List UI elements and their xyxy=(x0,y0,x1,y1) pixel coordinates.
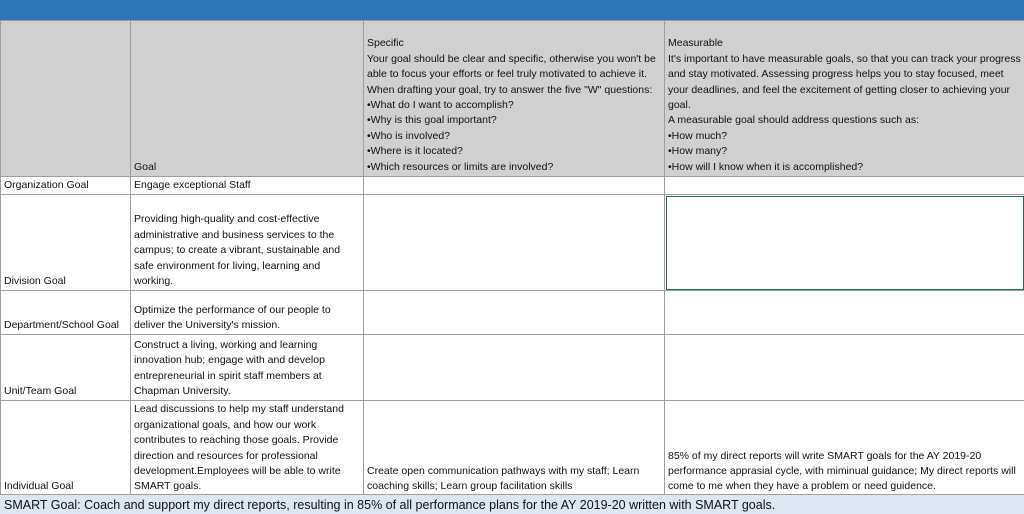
row-label-cell[interactable]: Unit/Team Goal xyxy=(1,335,131,401)
table-row xyxy=(1,335,1024,401)
table-row xyxy=(1,195,1024,291)
header-measurable-cell[interactable] xyxy=(665,21,1024,177)
measurable-cell[interactable] xyxy=(665,291,1024,335)
measurable-question: •How many? xyxy=(668,145,728,158)
goal-cell[interactable]: Optimize the performance of our people to deliver the University's mission. xyxy=(131,291,364,335)
header-goal-label: Goal xyxy=(134,160,157,173)
measurable-cell[interactable] xyxy=(665,177,1024,195)
specific-cell[interactable] xyxy=(364,335,665,401)
specific-cell[interactable]: Create open communication pathways with my staff; Learn coaching skills; Learn group facilitation skills xyxy=(364,401,665,496)
specific-title: Specific xyxy=(367,37,404,50)
specific-question: •Why is this goal important? xyxy=(367,114,497,127)
measurable-cell-selected[interactable] xyxy=(665,195,1024,291)
row-label-cell[interactable]: Department/School Goal xyxy=(1,291,131,335)
header-specific-cell[interactable] xyxy=(364,21,665,177)
measurable-intro: A measurable goal should address questions such as: xyxy=(668,114,919,127)
table-row xyxy=(1,401,1024,496)
goal-cell[interactable]: Providing high-quality and cost-effective administrative and business services to the campus; to create a vibrant, sustainable and safe environment for living, learning and working. xyxy=(131,195,364,291)
specific-cell[interactable] xyxy=(364,177,665,195)
row-label-cell[interactable]: Organization Goal xyxy=(1,177,131,195)
goal-cell[interactable]: Lead discussions to help my staff understand organizational goals, and how our work contributes to reaching those goals. Provide direction and resources for professional development.Employees will be able to write SMART goals. xyxy=(131,401,364,496)
specific-description: Your goal should be clear and specific, otherwise you won't be able to focus your efforts or feel truly motivated to achieve it. When drafting your goal, try to answer the five "W" questions: xyxy=(367,52,656,96)
specific-cell[interactable] xyxy=(364,195,665,291)
row-label-cell[interactable]: Individual Goal xyxy=(1,401,131,496)
specific-question: •Where is it located? xyxy=(367,145,463,158)
goal-cell[interactable]: Construct a living, working and learning innovation hub; engage with and develop entrepreneurial in spirit staff members at Chapman University. xyxy=(131,335,364,401)
measurable-question: •How will I know when it is accomplished? xyxy=(668,160,864,173)
specific-question: •Who is involved? xyxy=(367,129,451,142)
measurable-cell[interactable] xyxy=(665,335,1024,401)
header-goal-cell[interactable] xyxy=(131,21,364,177)
specific-question: •What do I want to accomplish? xyxy=(367,98,514,111)
specific-cell[interactable] xyxy=(364,291,665,335)
table-row xyxy=(1,177,1024,195)
measurable-description: It's important to have measurable goals, so that you can track your progress and stay motivated. Assessing progress helps you to stay focused, meet your deadlines, and feel the excitement of getting closer to achieving your goal. xyxy=(668,52,1021,111)
header-row xyxy=(1,21,1024,177)
measurable-title: Measurable xyxy=(668,37,723,50)
smart-goals-worksheet xyxy=(0,20,1024,497)
smart-goal-summary[interactable]: SMART Goal: Coach and support my direct reports, resulting in 85% of all performance plans for the AY 2019-20 written with SMART goals. xyxy=(0,494,1024,514)
measurable-cell[interactable]: 85% of my direct reports will write SMART goals for the AY 2019-20 performance apprasial cycle, with miminual guidance; My direct reports will come to me when they have a problem or need guidence. xyxy=(665,401,1024,496)
goal-cell[interactable]: Engage exceptional Staff xyxy=(131,177,364,195)
specific-question: •Which resources or limits are involved? xyxy=(367,160,554,173)
header-label-cell[interactable] xyxy=(1,21,131,177)
table-row xyxy=(1,291,1024,335)
title-bar xyxy=(0,0,1024,20)
row-label-cell[interactable]: Division Goal xyxy=(1,195,131,291)
measurable-question: •How much? xyxy=(668,129,728,142)
